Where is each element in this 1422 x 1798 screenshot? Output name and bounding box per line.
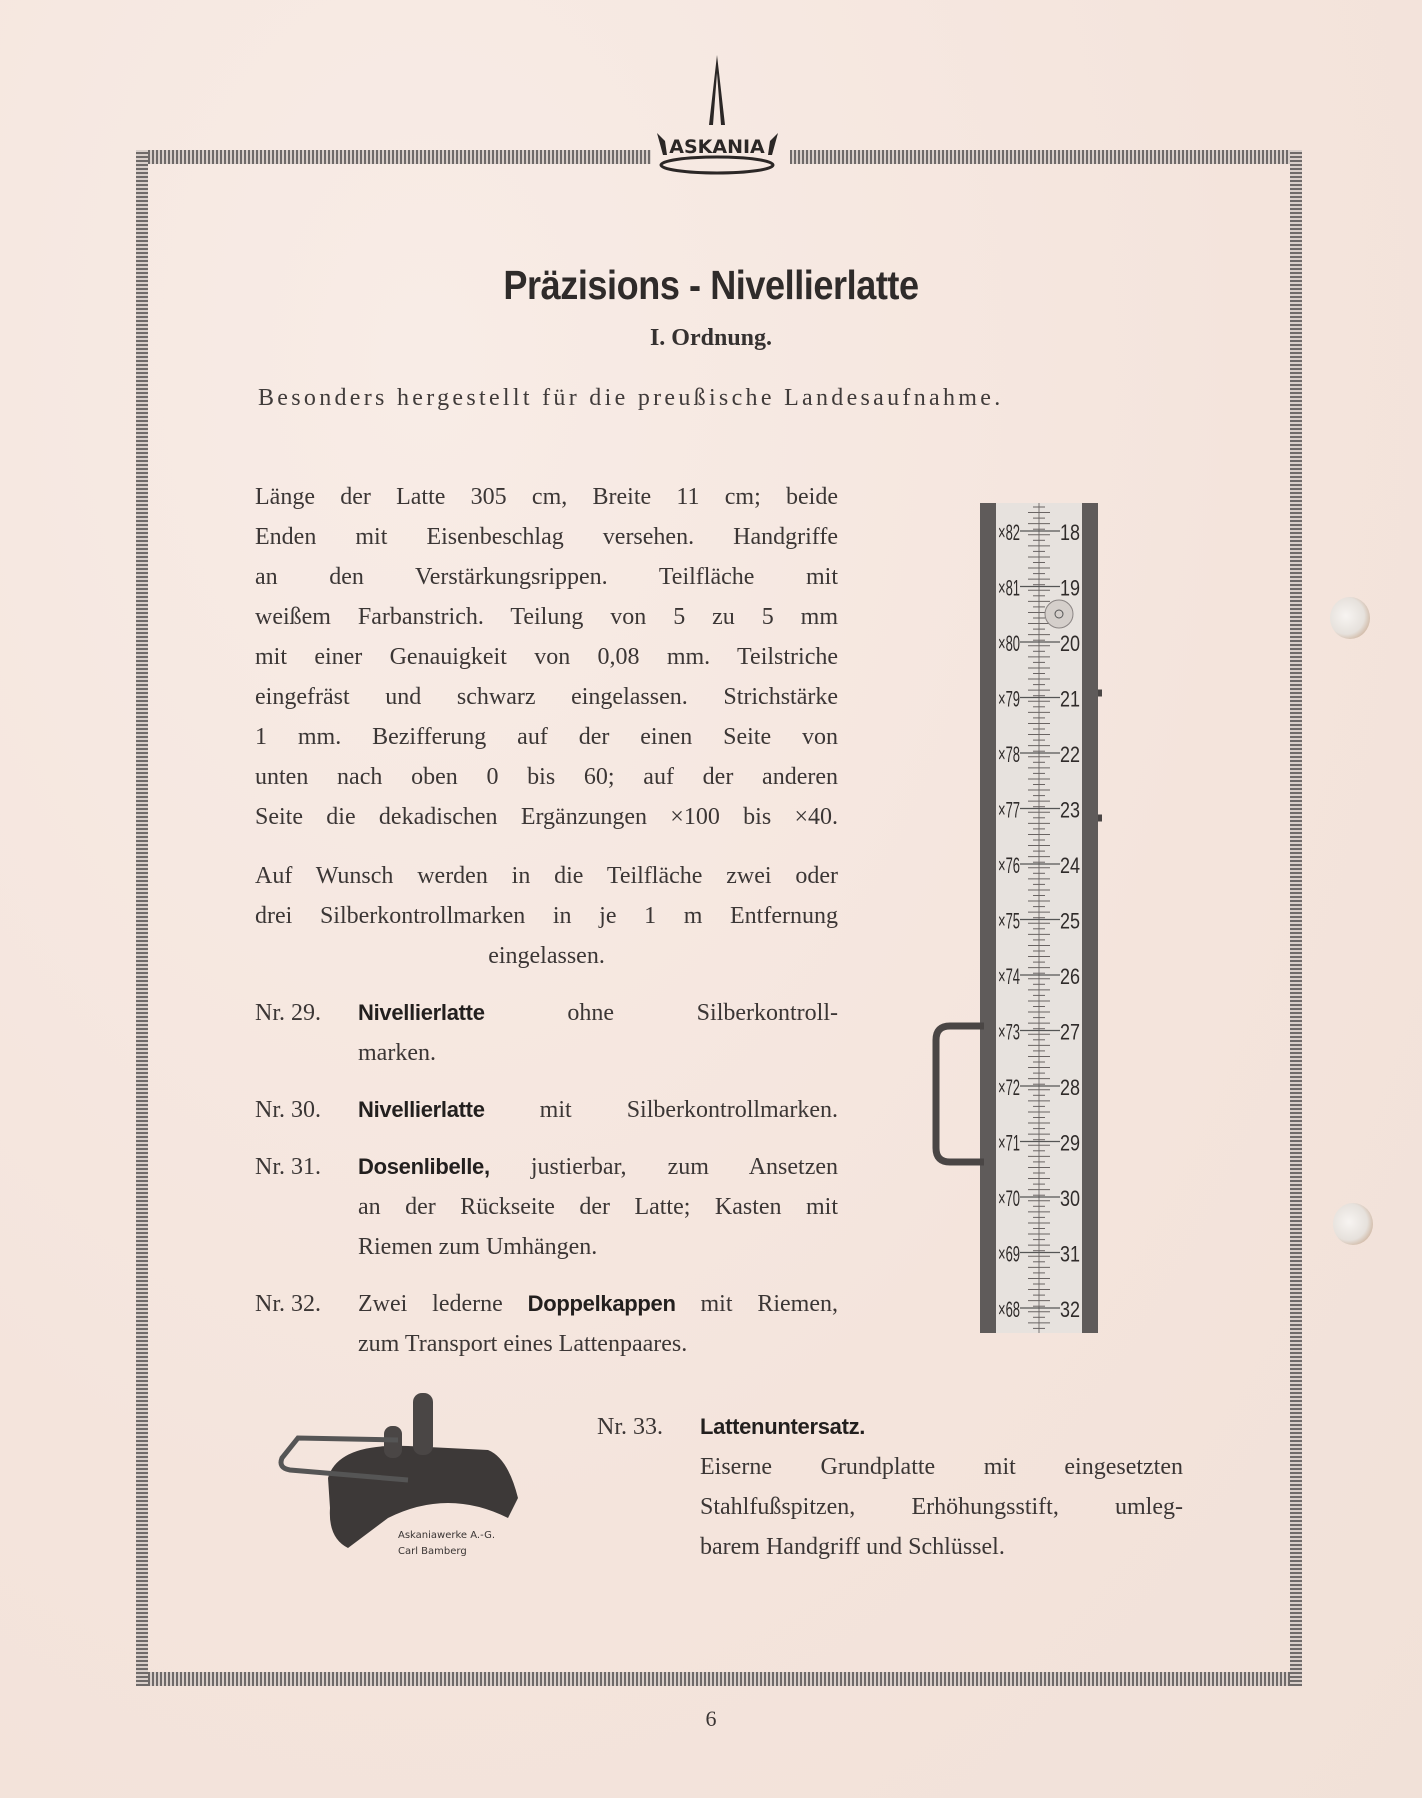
staff-label-right: 22 xyxy=(1060,742,1080,767)
description-paragraph xyxy=(255,477,838,837)
staff-label-left: ×71 xyxy=(998,1130,1020,1156)
staff-label-right: 18 xyxy=(1060,520,1080,545)
staff-label-right: 20 xyxy=(1060,631,1080,656)
tagline: Besonders hergestellt für die preußische Landesaufnahme. xyxy=(258,385,1004,411)
staff-label-left: ×72 xyxy=(998,1075,1020,1100)
binder-hole xyxy=(1330,597,1370,639)
staff-label-right: 31 xyxy=(1060,1241,1080,1267)
description-line: Länge der Latte 305 cm, Breite 11 cm; beide xyxy=(255,484,838,510)
staff-label-left: ×68 xyxy=(998,1297,1020,1322)
item-text: mit Riemen, xyxy=(675,1291,838,1317)
item-text: barem Handgriff und Schlüssel. xyxy=(700,1534,1005,1560)
description-line: weißem Farbanstrich. Teilung von 5 zu 5 mm xyxy=(255,604,838,630)
item-text: zum Transport eines Lattenpaares. xyxy=(358,1331,688,1357)
staff-label-left: ×73 xyxy=(998,1019,1020,1045)
base-caption-line1: Askaniawerke A.-G. xyxy=(398,1530,495,1541)
option-note-line: Auf Wunsch werden in die Teilfläche zwei oder xyxy=(255,863,838,889)
option-note-line: eingelassen. xyxy=(488,943,605,969)
page-subtitle: I. Ordnung. xyxy=(649,325,773,351)
description-line: eingefräst und schwarz eingelassen. Strichstärke xyxy=(255,684,838,710)
staff-label-left: ×80 xyxy=(998,631,1020,656)
staff-label-right: 29 xyxy=(1060,1130,1080,1156)
staff-label-right: 21 xyxy=(1060,686,1080,712)
leveling-staff-illustration xyxy=(980,503,1102,1333)
logo-text: ASKANIA xyxy=(669,136,765,158)
staff-label-left: ×82 xyxy=(998,520,1020,545)
askania-logo-icon xyxy=(655,55,780,175)
page-title: Präzisions - Nivellierlatte xyxy=(503,262,919,308)
description-line: mit einer Genauigkeit von 0,08 mm. Teilstriche xyxy=(255,644,838,670)
catalog-item-32 xyxy=(255,1284,838,1364)
option-note-line: drei Silberkontrollmarken in je 1 m Entfernung xyxy=(255,903,838,929)
item-text: Riemen zum Umhängen. xyxy=(358,1234,598,1260)
description-line: an den Verstärkungsrippen. Teilfläche mit xyxy=(255,564,838,590)
staff-label-left: ×75 xyxy=(998,908,1020,934)
staff-label-left: ×78 xyxy=(998,742,1020,767)
page-number: 6 xyxy=(705,1706,717,1731)
item-number: Nr. 32. xyxy=(255,1291,321,1317)
staff-label-left: ×69 xyxy=(998,1241,1020,1267)
description-line: Enden mit Eisenbeschlag versehen. Handgriffe xyxy=(255,524,838,550)
item-text: mit Silberkontrollmarken. xyxy=(484,1097,838,1123)
description-line: Seite die dekadischen Ergänzungen ×100 bis ×40. xyxy=(255,804,838,830)
staff-base-illustration xyxy=(268,1388,530,1558)
item-text: Eiserne Grundplatte mit eingesetzten xyxy=(700,1454,1183,1480)
circular-level-icon xyxy=(1045,600,1073,628)
staff-label-right: 28 xyxy=(1060,1075,1080,1100)
item-text: ohne Silberkontroll- xyxy=(484,1000,838,1026)
item-number: Nr. 33. xyxy=(597,1414,663,1440)
catalog-item-30 xyxy=(255,1090,838,1130)
item-name: Dosenlibelle, xyxy=(358,1154,490,1179)
staff-label-left: ×76 xyxy=(998,853,1020,878)
item-number: Nr. 29. xyxy=(255,1000,321,1026)
item-text: Stahlfußspitzen, Erhöhungsstift, umleg- xyxy=(700,1494,1183,1520)
staff-label-left: ×77 xyxy=(998,797,1020,823)
item-name: Nivellierlatte xyxy=(358,1000,485,1025)
catalog-item-29 xyxy=(255,993,838,1073)
item-number: Nr. 31. xyxy=(255,1154,321,1180)
base-caption-line3: Carl Bamberg xyxy=(398,1546,467,1557)
staff-label-right: 30 xyxy=(1060,1186,1080,1211)
staff-label-right: 24 xyxy=(1060,853,1080,878)
item-text: an der Rückseite der Latte; Kasten mit xyxy=(358,1194,838,1220)
staff-label-right: 27 xyxy=(1060,1019,1080,1045)
option-note xyxy=(255,856,838,976)
right-handle-icon xyxy=(1098,693,1102,818)
staff-label-right: 26 xyxy=(1060,964,1080,989)
staff-label-left: ×79 xyxy=(998,686,1020,712)
left-handle-icon xyxy=(928,1020,988,1180)
item-text: marken. xyxy=(358,1040,436,1066)
staff-label-right: 23 xyxy=(1060,797,1080,823)
staff-label-left: ×81 xyxy=(998,575,1020,601)
frame-bottom xyxy=(136,1672,1302,1686)
catalog-item-31 xyxy=(255,1147,838,1267)
catalog-item-33 xyxy=(597,1407,1183,1567)
item-text: justierbar, zum Ansetzen xyxy=(489,1154,838,1180)
item-name: Lattenuntersatz. xyxy=(700,1414,866,1439)
item-name: Nivellierlatte xyxy=(358,1097,485,1122)
staff-label-right: 19 xyxy=(1060,575,1080,601)
staff-label-left: ×70 xyxy=(998,1186,1020,1211)
description-line: unten nach oben 0 bis 60; auf der anderen xyxy=(255,764,838,790)
item-name: Doppelkappen xyxy=(527,1291,676,1316)
frame-top-left xyxy=(136,150,651,164)
staff-label-right: 32 xyxy=(1060,1297,1080,1322)
binder-hole xyxy=(1333,1203,1373,1245)
description-line: 1 mm. Bezifferung auf der einen Seite von xyxy=(255,724,838,750)
frame-right xyxy=(1290,150,1302,1686)
frame-top-right xyxy=(790,150,1302,164)
item-text: Zwei lederne xyxy=(358,1291,528,1317)
staff-label-right: 25 xyxy=(1060,908,1080,934)
frame-left xyxy=(136,150,148,1686)
item-number: Nr. 30. xyxy=(255,1097,321,1123)
staff-label-left: ×74 xyxy=(998,964,1020,989)
